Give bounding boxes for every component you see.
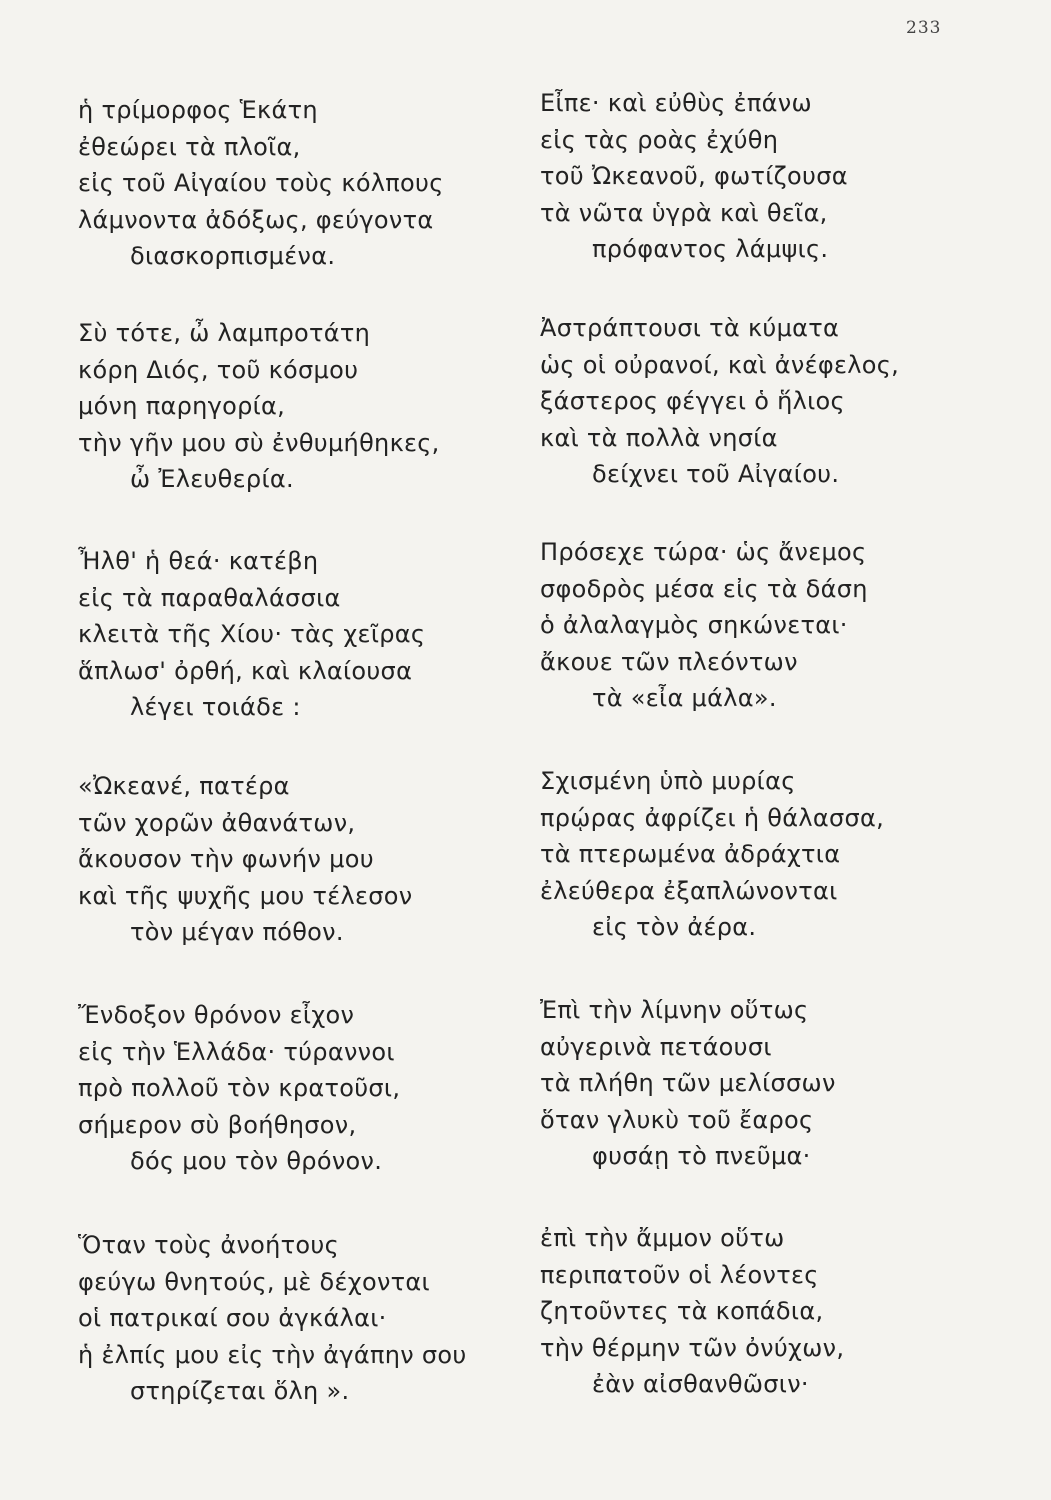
- verse-line: καὶ τῆς ψυχῆς μου τέλεσον: [78, 881, 413, 910]
- verse-line: ζητοῦντες τὰ κοπάδια,: [540, 1297, 824, 1325]
- verse-line: οἱ πατρικαί σου ἀγκάλαι·: [78, 1304, 387, 1332]
- stanza: [540, 85, 1010, 268]
- verse-line: ἅπλωσ' ὀρθή, καὶ κλαίουσα: [78, 656, 413, 685]
- verse-line: τὰ πτερωμένα ἀδράχτια: [540, 840, 841, 868]
- stanza: [78, 768, 548, 951]
- verse-line: ἄκουσον τὴν φωνήν μου: [78, 845, 374, 873]
- verse-line-indented: διασκορπισμένα.: [130, 242, 336, 270]
- verse-line: λάμνοντα ἀδόξως, φεύγοντα: [78, 205, 434, 234]
- verse-line: φεύγω θνητούς, μὲ δέχονται: [78, 1267, 430, 1296]
- verse-line-indented: λέγει τοιάδε :: [130, 693, 301, 721]
- verse-line: πρῴρας ἀφρίζει ἡ θάλασσα,: [540, 803, 885, 832]
- verse-line-indented: πρόφαντος λάμψις.: [592, 235, 829, 263]
- verse-line: ἐπὶ τὴν ἄμμον οὕτω: [540, 1224, 785, 1252]
- verse-line: Ὅταν τοὺς ἀνοήτους: [78, 1231, 339, 1259]
- verse-line: εἰς τὰ παραθαλάσσια: [78, 583, 341, 612]
- verse-line-indented: τὸν μέγαν πόθον.: [130, 918, 344, 946]
- verse-line-indented: ὦ Ἐλευθερία.: [130, 465, 294, 493]
- verse-line: ξάστερος φέγγει ὁ ἥλιος: [540, 387, 845, 415]
- stanza: [540, 763, 1010, 946]
- verse-line: Ἦλθ' ἡ θεά· κατέβη: [78, 547, 319, 575]
- verse-line: καὶ τὰ πολλὰ νησία: [540, 423, 778, 452]
- verse-line-indented: δείχνει τοῦ Αἰγαίου.: [592, 460, 840, 488]
- verse-line: εἰς τὰς ροὰς ἐχύθη: [540, 125, 779, 154]
- verse-line: Ἐπὶ τὴν λίμνην οὕτως: [540, 996, 809, 1024]
- verse-line-indented: ἐὰν αἰσθανθῶσιν·: [592, 1370, 809, 1398]
- verse-line: Ἀστράπτουσι τὰ κύματα: [540, 314, 840, 342]
- verse-line: περιπατοῦν οἱ λέοντες: [540, 1260, 819, 1289]
- verse-line: κλειτὰ τῆς Χίου· τὰς χεῖρας: [78, 620, 426, 648]
- stanza: [78, 92, 548, 275]
- verse-line: ἡ ἐλπίς μου εἰς τὴν ἀγάπην σου: [78, 1340, 467, 1369]
- verse-line: ὁ ἀλαλαγμὸς σηκώνεται·: [540, 611, 848, 639]
- verse-line: Σὺ τότε, ὦ λαμπροτάτη: [78, 319, 371, 347]
- verse-line: τοῦ Ὠκεανοῦ, φωτίζουσα: [540, 162, 848, 190]
- verse-line: τῶν χορῶν ἀθανάτων,: [78, 808, 356, 837]
- stanza: [78, 997, 548, 1180]
- verse-line: Σχισμένη ὑπὸ μυρίας: [540, 767, 796, 795]
- verse-line: ἄκουε τῶν πλεόντων: [540, 647, 798, 676]
- stanza: [78, 315, 548, 498]
- verse-line-indented: φυσάῃ τὸ πνεῦμα·: [592, 1142, 811, 1170]
- page-number: 233: [906, 18, 942, 38]
- stanza: [78, 543, 548, 726]
- verse-line: ἐθεώρει τὰ πλοῖα,: [78, 132, 301, 161]
- verse-line: ὡς οἱ οὐρανοί, καὶ ἀνέφελος,: [540, 350, 900, 379]
- verse-line: τὴν θέρμην τῶν ὀνύχων,: [540, 1333, 845, 1362]
- verse-line: σφοδρὸς μέσα εἰς τὰ δάση: [540, 574, 868, 603]
- stanza: [78, 1227, 548, 1410]
- stanza: [540, 534, 1010, 717]
- verse-line: Εἶπε· καὶ εὐθὺς ἐπάνω: [540, 89, 812, 117]
- verse-line: Πρόσεχε τώρα· ὡς ἄνεμος: [540, 538, 867, 566]
- verse-line: «Ὠκεανέ, πατέρα: [78, 772, 290, 800]
- verse-line: Ἔνδοξον θρόνον εἶχον: [78, 1001, 355, 1029]
- verse-line: ὅταν γλυκὺ τοῦ ἔαρος: [540, 1105, 814, 1134]
- verse-line-indented: τὰ «εἶα μάλα».: [592, 684, 777, 712]
- verse-line: ἡ τρίμορφος Ἑκάτη: [78, 96, 318, 124]
- verse-line: μόνη παρηγορία,: [78, 392, 286, 420]
- verse-line: τὰ πλήθη τῶν μελίσσων: [540, 1069, 836, 1097]
- verse-line: εἰς τοῦ Αἰγαίου τοὺς κόλπους: [78, 169, 444, 197]
- verse-line: σήμερον σὺ βοήθησον,: [78, 1110, 357, 1139]
- verse-line: εἰς τὴν Ἑλλάδα· τύραννοι: [78, 1037, 395, 1066]
- verse-line: ἐλεύθερα ἐξαπλώνονται: [540, 876, 838, 905]
- verse-line: τὰ νῶτα ὑγρὰ καὶ θεῖα,: [540, 198, 828, 227]
- verse-line-indented: στηρίζεται ὅλη ».: [130, 1377, 350, 1405]
- verse-line-indented: εἰς τὸν ἀέρα.: [592, 913, 757, 941]
- verse-line: πρὸ πολλοῦ τὸν κρατοῦσι,: [78, 1074, 401, 1102]
- verse-line: αὐγερινὰ πετάουσι: [540, 1032, 772, 1061]
- verse-line: τὴν γῆν μου σὺ ἐνθυμήθηκες,: [78, 428, 440, 457]
- stanza: [540, 992, 1010, 1175]
- verse-line-indented: δός μου τὸν θρόνον.: [130, 1147, 383, 1175]
- verse-line: κόρη Διός, τοῦ κόσμου: [78, 355, 359, 384]
- stanza: [540, 1220, 1010, 1403]
- stanza: [540, 310, 1010, 493]
